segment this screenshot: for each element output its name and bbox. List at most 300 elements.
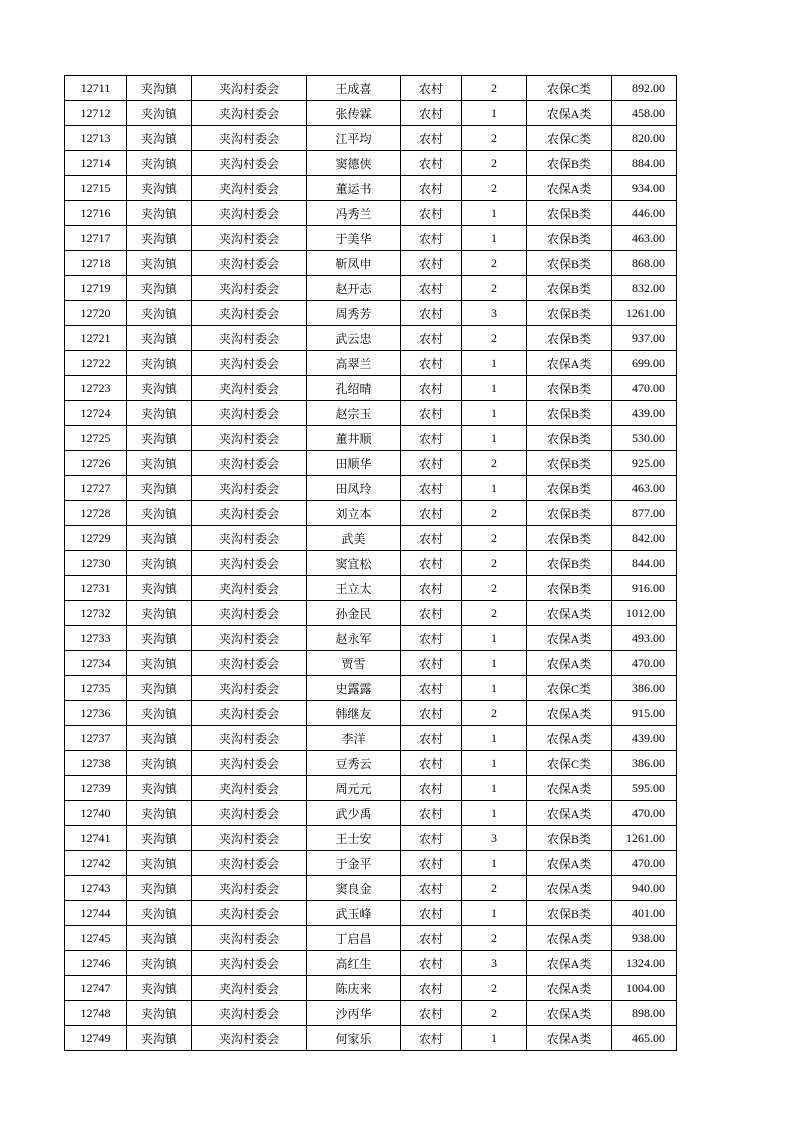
cell-town: 夹沟镇 (127, 126, 192, 151)
cell-village-committee: 夹沟村委会 (192, 1001, 307, 1026)
cell-residence-type: 农村 (401, 476, 462, 501)
cell-village-committee: 夹沟村委会 (192, 751, 307, 776)
cell-record-id: 12718 (65, 251, 127, 276)
cell-record-id: 12728 (65, 501, 127, 526)
cell-person-name: 周秀芳 (307, 301, 401, 326)
cell-village-committee: 夹沟村委会 (192, 851, 307, 876)
cell-person-count: 2 (462, 76, 527, 101)
cell-town: 夹沟镇 (127, 151, 192, 176)
cell-amount: 820.00 (612, 126, 677, 151)
cell-insurance-category: 农保A类 (527, 1001, 612, 1026)
cell-person-name: 赵开志 (307, 276, 401, 301)
table-row (65, 176, 677, 201)
cell-person-count: 2 (462, 576, 527, 601)
cell-person-count: 1 (462, 101, 527, 126)
cell-person-count: 3 (462, 826, 527, 851)
cell-amount: 844.00 (612, 551, 677, 576)
cell-village-committee: 夹沟村委会 (192, 76, 307, 101)
cell-record-id: 12723 (65, 376, 127, 401)
cell-person-count: 2 (462, 526, 527, 551)
cell-amount: 1261.00 (612, 301, 677, 326)
cell-town: 夹沟镇 (127, 326, 192, 351)
cell-record-id: 12712 (65, 101, 127, 126)
cell-insurance-category: 农保B类 (527, 301, 612, 326)
cell-residence-type: 农村 (401, 726, 462, 751)
cell-town: 夹沟镇 (127, 826, 192, 851)
cell-village-committee: 夹沟村委会 (192, 126, 307, 151)
cell-amount: 465.00 (612, 1026, 677, 1051)
cell-person-count: 2 (462, 126, 527, 151)
cell-record-id: 12727 (65, 476, 127, 501)
cell-person-count: 1 (462, 776, 527, 801)
cell-record-id: 12724 (65, 401, 127, 426)
cell-town: 夹沟镇 (127, 526, 192, 551)
cell-record-id: 12749 (65, 1026, 127, 1051)
table-row (65, 526, 677, 551)
cell-insurance-category: 农保B类 (527, 151, 612, 176)
cell-amount: 1004.00 (612, 976, 677, 1001)
cell-amount: 446.00 (612, 201, 677, 226)
cell-person-count: 2 (462, 176, 527, 201)
cell-residence-type: 农村 (401, 826, 462, 851)
cell-residence-type: 农村 (401, 426, 462, 451)
table-row (65, 926, 677, 951)
cell-town: 夹沟镇 (127, 1026, 192, 1051)
cell-amount: 386.00 (612, 751, 677, 776)
cell-person-name: 窦良金 (307, 876, 401, 901)
table-row (65, 101, 677, 126)
cell-record-id: 12731 (65, 576, 127, 601)
cell-village-committee: 夹沟村委会 (192, 526, 307, 551)
cell-record-id: 12736 (65, 701, 127, 726)
cell-insurance-category: 农保B类 (527, 526, 612, 551)
cell-record-id: 12748 (65, 1001, 127, 1026)
cell-residence-type: 农村 (401, 101, 462, 126)
cell-village-committee: 夹沟村委会 (192, 326, 307, 351)
cell-village-committee: 夹沟村委会 (192, 1026, 307, 1051)
table-row (65, 951, 677, 976)
cell-village-committee: 夹沟村委会 (192, 301, 307, 326)
cell-record-id: 12735 (65, 676, 127, 701)
cell-town: 夹沟镇 (127, 601, 192, 626)
table-row (65, 901, 677, 926)
cell-town: 夹沟镇 (127, 201, 192, 226)
cell-person-name: 王立太 (307, 576, 401, 601)
cell-person-count: 2 (462, 876, 527, 901)
cell-residence-type: 农村 (401, 851, 462, 876)
cell-person-count: 1 (462, 1026, 527, 1051)
cell-residence-type: 农村 (401, 301, 462, 326)
cell-record-id: 12730 (65, 551, 127, 576)
cell-village-committee: 夹沟村委会 (192, 726, 307, 751)
cell-residence-type: 农村 (401, 201, 462, 226)
cell-person-name: 李洋 (307, 726, 401, 751)
cell-village-committee: 夹沟村委会 (192, 676, 307, 701)
cell-village-committee: 夹沟村委会 (192, 376, 307, 401)
cell-person-count: 1 (462, 901, 527, 926)
cell-insurance-category: 农保B类 (527, 251, 612, 276)
table-row (65, 1026, 677, 1051)
cell-person-count: 2 (462, 251, 527, 276)
cell-insurance-category: 农保B类 (527, 501, 612, 526)
cell-residence-type: 农村 (401, 876, 462, 901)
cell-person-name: 靳凤申 (307, 251, 401, 276)
cell-village-committee: 夹沟村委会 (192, 651, 307, 676)
cell-person-count: 1 (462, 676, 527, 701)
cell-residence-type: 农村 (401, 551, 462, 576)
cell-residence-type: 农村 (401, 576, 462, 601)
cell-amount: 877.00 (612, 501, 677, 526)
cell-residence-type: 农村 (401, 801, 462, 826)
cell-village-committee: 夹沟村委会 (192, 776, 307, 801)
cell-amount: 884.00 (612, 151, 677, 176)
cell-person-name: 史露露 (307, 676, 401, 701)
cell-amount: 892.00 (612, 76, 677, 101)
cell-town: 夹沟镇 (127, 401, 192, 426)
cell-record-id: 12714 (65, 151, 127, 176)
cell-residence-type: 农村 (401, 776, 462, 801)
cell-village-committee: 夹沟村委会 (192, 251, 307, 276)
cell-town: 夹沟镇 (127, 976, 192, 1001)
cell-person-name: 窦宜松 (307, 551, 401, 576)
cell-residence-type: 农村 (401, 651, 462, 676)
cell-town: 夹沟镇 (127, 76, 192, 101)
cell-village-committee: 夹沟村委会 (192, 426, 307, 451)
cell-town: 夹沟镇 (127, 851, 192, 876)
cell-insurance-category: 农保B类 (527, 326, 612, 351)
cell-residence-type: 农村 (401, 976, 462, 1001)
cell-village-committee: 夹沟村委会 (192, 101, 307, 126)
cell-person-name: 赵宗玉 (307, 401, 401, 426)
cell-record-id: 12721 (65, 326, 127, 351)
table-row (65, 476, 677, 501)
cell-insurance-category: 农保A类 (527, 801, 612, 826)
table-row (65, 451, 677, 476)
cell-person-name: 王士安 (307, 826, 401, 851)
cell-residence-type: 农村 (401, 451, 462, 476)
cell-village-committee: 夹沟村委会 (192, 926, 307, 951)
cell-record-id: 12739 (65, 776, 127, 801)
cell-record-id: 12732 (65, 601, 127, 626)
cell-person-count: 1 (462, 226, 527, 251)
cell-residence-type: 农村 (401, 126, 462, 151)
cell-insurance-category: 农保A类 (527, 1026, 612, 1051)
cell-insurance-category: 农保C类 (527, 126, 612, 151)
cell-person-count: 1 (462, 201, 527, 226)
cell-record-id: 12745 (65, 926, 127, 951)
cell-residence-type: 农村 (401, 676, 462, 701)
table-row (65, 626, 677, 651)
cell-person-count: 3 (462, 301, 527, 326)
table-row (65, 126, 677, 151)
cell-person-name: 武玉峰 (307, 901, 401, 926)
cell-amount: 595.00 (612, 776, 677, 801)
cell-amount: 463.00 (612, 476, 677, 501)
table-row (65, 601, 677, 626)
cell-amount: 832.00 (612, 276, 677, 301)
cell-town: 夹沟镇 (127, 551, 192, 576)
cell-record-id: 12725 (65, 426, 127, 451)
cell-insurance-category: 农保B类 (527, 401, 612, 426)
cell-insurance-category: 农保B类 (527, 426, 612, 451)
cell-insurance-category: 农保B类 (527, 576, 612, 601)
cell-person-name: 沙丙华 (307, 1001, 401, 1026)
cell-person-name: 董井顺 (307, 426, 401, 451)
table-row (65, 151, 677, 176)
cell-insurance-category: 农保B类 (527, 551, 612, 576)
cell-town: 夹沟镇 (127, 176, 192, 201)
cell-record-id: 12741 (65, 826, 127, 851)
cell-town: 夹沟镇 (127, 226, 192, 251)
cell-town: 夹沟镇 (127, 951, 192, 976)
table-row (65, 751, 677, 776)
cell-insurance-category: 农保A类 (527, 701, 612, 726)
cell-town: 夹沟镇 (127, 101, 192, 126)
cell-village-committee: 夹沟村委会 (192, 401, 307, 426)
cell-person-name: 高红生 (307, 951, 401, 976)
table-row (65, 226, 677, 251)
table-row (65, 426, 677, 451)
table-row (65, 276, 677, 301)
cell-record-id: 12729 (65, 526, 127, 551)
table-row (65, 326, 677, 351)
cell-person-name: 江平均 (307, 126, 401, 151)
cell-amount: 463.00 (612, 226, 677, 251)
cell-person-name: 武美 (307, 526, 401, 551)
cell-record-id: 12711 (65, 76, 127, 101)
cell-amount: 470.00 (612, 651, 677, 676)
cell-insurance-category: 农保B类 (527, 226, 612, 251)
cell-amount: 458.00 (612, 101, 677, 126)
cell-village-committee: 夹沟村委会 (192, 451, 307, 476)
cell-insurance-category: 农保A类 (527, 976, 612, 1001)
cell-residence-type: 农村 (401, 601, 462, 626)
cell-person-name: 武云忠 (307, 326, 401, 351)
cell-insurance-category: 农保A类 (527, 601, 612, 626)
table-row (65, 726, 677, 751)
table-row (65, 576, 677, 601)
cell-town: 夹沟镇 (127, 426, 192, 451)
cell-person-name: 冯秀兰 (307, 201, 401, 226)
cell-insurance-category: 农保A类 (527, 926, 612, 951)
cell-record-id: 12738 (65, 751, 127, 776)
table-row (65, 501, 677, 526)
cell-person-count: 1 (462, 726, 527, 751)
cell-record-id: 12713 (65, 126, 127, 151)
cell-village-committee: 夹沟村委会 (192, 551, 307, 576)
cell-town: 夹沟镇 (127, 801, 192, 826)
cell-residence-type: 农村 (401, 701, 462, 726)
cell-village-committee: 夹沟村委会 (192, 501, 307, 526)
cell-village-committee: 夹沟村委会 (192, 151, 307, 176)
cell-person-count: 1 (462, 626, 527, 651)
table-row (65, 301, 677, 326)
cell-residence-type: 农村 (401, 1026, 462, 1051)
table-row (65, 976, 677, 1001)
cell-residence-type: 农村 (401, 276, 462, 301)
cell-town: 夹沟镇 (127, 276, 192, 301)
cell-person-count: 2 (462, 701, 527, 726)
cell-amount: 1261.00 (612, 826, 677, 851)
cell-person-name: 周元元 (307, 776, 401, 801)
cell-person-count: 1 (462, 401, 527, 426)
cell-person-name: 韩继友 (307, 701, 401, 726)
cell-person-count: 1 (462, 351, 527, 376)
cell-village-committee: 夹沟村委会 (192, 476, 307, 501)
cell-residence-type: 农村 (401, 401, 462, 426)
cell-town: 夹沟镇 (127, 576, 192, 601)
cell-person-name: 陈庆来 (307, 976, 401, 1001)
cell-village-committee: 夹沟村委会 (192, 276, 307, 301)
cell-village-committee: 夹沟村委会 (192, 876, 307, 901)
cell-person-name: 董运书 (307, 176, 401, 201)
cell-record-id: 12715 (65, 176, 127, 201)
table-row (65, 351, 677, 376)
cell-person-name: 赵永军 (307, 626, 401, 651)
cell-person-name: 高翠兰 (307, 351, 401, 376)
cell-person-count: 1 (462, 801, 527, 826)
cell-amount: 938.00 (612, 926, 677, 951)
cell-insurance-category: 农保B类 (527, 826, 612, 851)
cell-person-name: 王成喜 (307, 76, 401, 101)
cell-amount: 868.00 (612, 251, 677, 276)
cell-amount: 842.00 (612, 526, 677, 551)
cell-person-count: 2 (462, 1001, 527, 1026)
cell-residence-type: 农村 (401, 901, 462, 926)
cell-village-committee: 夹沟村委会 (192, 226, 307, 251)
cell-town: 夹沟镇 (127, 726, 192, 751)
table-row (65, 201, 677, 226)
table-row (65, 251, 677, 276)
benefits-table (64, 75, 677, 1051)
cell-person-count: 2 (462, 326, 527, 351)
cell-town: 夹沟镇 (127, 776, 192, 801)
table-row (65, 676, 677, 701)
cell-person-name: 何家乐 (307, 1026, 401, 1051)
table-row (65, 651, 677, 676)
cell-insurance-category: 农保A类 (527, 951, 612, 976)
cell-residence-type: 农村 (401, 351, 462, 376)
cell-person-count: 2 (462, 276, 527, 301)
cell-town: 夹沟镇 (127, 876, 192, 901)
cell-insurance-category: 农保B类 (527, 476, 612, 501)
cell-insurance-category: 农保C类 (527, 76, 612, 101)
cell-village-committee: 夹沟村委会 (192, 576, 307, 601)
cell-person-name: 于美华 (307, 226, 401, 251)
cell-town: 夹沟镇 (127, 501, 192, 526)
table-row (65, 376, 677, 401)
cell-person-count: 2 (462, 501, 527, 526)
cell-village-committee: 夹沟村委会 (192, 201, 307, 226)
cell-record-id: 12746 (65, 951, 127, 976)
cell-person-name: 丁启昌 (307, 926, 401, 951)
cell-person-count: 2 (462, 926, 527, 951)
cell-insurance-category: 农保C类 (527, 676, 612, 701)
cell-amount: 439.00 (612, 726, 677, 751)
cell-town: 夹沟镇 (127, 451, 192, 476)
table-row (65, 401, 677, 426)
cell-amount: 386.00 (612, 676, 677, 701)
cell-amount: 493.00 (612, 626, 677, 651)
cell-amount: 470.00 (612, 851, 677, 876)
cell-person-name: 贾雪 (307, 651, 401, 676)
cell-record-id: 12726 (65, 451, 127, 476)
cell-residence-type: 农村 (401, 751, 462, 776)
cell-town: 夹沟镇 (127, 926, 192, 951)
cell-insurance-category: 农保A类 (527, 176, 612, 201)
cell-village-committee: 夹沟村委会 (192, 601, 307, 626)
cell-record-id: 12742 (65, 851, 127, 876)
cell-person-name: 刘立本 (307, 501, 401, 526)
cell-insurance-category: 农保A类 (527, 726, 612, 751)
cell-residence-type: 农村 (401, 151, 462, 176)
cell-person-count: 2 (462, 551, 527, 576)
cell-person-count: 2 (462, 976, 527, 1001)
cell-residence-type: 农村 (401, 1001, 462, 1026)
cell-insurance-category: 农保B类 (527, 901, 612, 926)
cell-person-count: 2 (462, 151, 527, 176)
cell-person-count: 1 (462, 851, 527, 876)
cell-amount: 915.00 (612, 701, 677, 726)
cell-village-committee: 夹沟村委会 (192, 801, 307, 826)
cell-record-id: 12716 (65, 201, 127, 226)
cell-amount: 925.00 (612, 451, 677, 476)
cell-amount: 401.00 (612, 901, 677, 926)
cell-person-name: 田凤玲 (307, 476, 401, 501)
cell-amount: 898.00 (612, 1001, 677, 1026)
cell-record-id: 12734 (65, 651, 127, 676)
cell-amount: 470.00 (612, 801, 677, 826)
cell-amount: 934.00 (612, 176, 677, 201)
table-body (65, 76, 677, 1051)
cell-town: 夹沟镇 (127, 701, 192, 726)
cell-residence-type: 农村 (401, 626, 462, 651)
cell-residence-type: 农村 (401, 326, 462, 351)
cell-residence-type: 农村 (401, 251, 462, 276)
table-row (65, 801, 677, 826)
cell-person-name: 豆秀云 (307, 751, 401, 776)
cell-person-name: 于金平 (307, 851, 401, 876)
cell-amount: 916.00 (612, 576, 677, 601)
cell-insurance-category: 农保A类 (527, 351, 612, 376)
cell-amount: 699.00 (612, 351, 677, 376)
cell-person-name: 孔绍晴 (307, 376, 401, 401)
cell-record-id: 12743 (65, 876, 127, 901)
cell-record-id: 12717 (65, 226, 127, 251)
cell-person-count: 1 (462, 751, 527, 776)
cell-amount: 1012.00 (612, 601, 677, 626)
cell-village-committee: 夹沟村委会 (192, 701, 307, 726)
cell-village-committee: 夹沟村委会 (192, 626, 307, 651)
cell-insurance-category: 农保B类 (527, 201, 612, 226)
cell-town: 夹沟镇 (127, 901, 192, 926)
cell-person-count: 1 (462, 476, 527, 501)
cell-insurance-category: 农保A类 (527, 651, 612, 676)
table-row (65, 76, 677, 101)
table-row (65, 776, 677, 801)
cell-insurance-category: 农保A类 (527, 101, 612, 126)
cell-person-name: 孙金民 (307, 601, 401, 626)
cell-town: 夹沟镇 (127, 251, 192, 276)
cell-village-committee: 夹沟村委会 (192, 351, 307, 376)
cell-insurance-category: 农保B类 (527, 276, 612, 301)
cell-insurance-category: 农保B类 (527, 376, 612, 401)
cell-record-id: 12733 (65, 626, 127, 651)
table-row (65, 876, 677, 901)
cell-insurance-category: 农保A类 (527, 626, 612, 651)
cell-person-name: 张传霖 (307, 101, 401, 126)
cell-village-committee: 夹沟村委会 (192, 951, 307, 976)
